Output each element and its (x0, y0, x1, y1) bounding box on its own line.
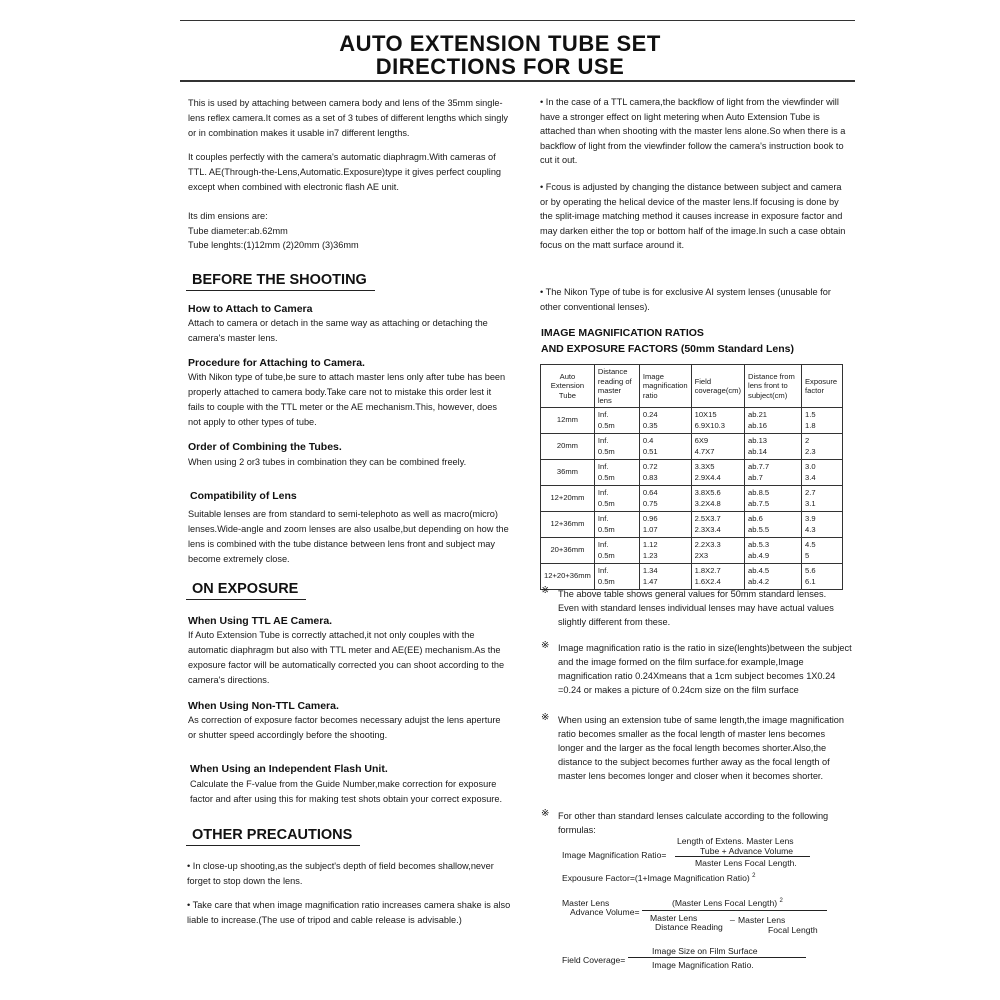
av-denominator-2a: Master Lens (738, 915, 786, 925)
field-cell: 2.5X3.7 2.3X3.4 (691, 512, 744, 538)
imr-numerator-line-2: Tube + Advance Volume (700, 846, 794, 856)
fc-fraction-bar (628, 957, 806, 958)
ratio-cell: 0.4 0.51 (639, 434, 691, 460)
col-header-distance: Distance reading of master lens (594, 365, 639, 408)
dimensions-heading: Its dim ensions are: (188, 211, 268, 221)
precaution-bullet-2: • Take care that when image magnification ratio increases camera shake is also liable to increase.(The use of tripod and cable release is advisable.) (187, 900, 511, 925)
tube-lengths: Tube lenghts:(1)12mm (2)20mm (3)36mm (188, 240, 359, 250)
front-distance-cell: ab.5.3 ab.4.9 (745, 538, 802, 564)
factor-cell: 2 2.3 (801, 434, 842, 460)
table-row (541, 512, 843, 538)
order-text: When using 2 or3 tubes in combination they can be combined freely. (188, 457, 467, 467)
tube-cell: 36mm (541, 460, 595, 486)
distance-cell: Inf. 0.5m (594, 538, 639, 564)
tube-cell: 12+36mm (541, 512, 595, 538)
distance-cell: Inf. 0.5m (594, 434, 639, 460)
av-label-line-1: Master Lens (562, 898, 610, 908)
factor-cell: 4.5 5 (801, 538, 842, 564)
av-numerator-exponent: 2 (779, 898, 783, 905)
distance-cell: Inf. 0.5m (594, 564, 639, 590)
front-distance-cell: ab.6 ab.5.5 (745, 512, 802, 538)
table-title-line-2: AND EXPOSURE FACTORS (50mm Standard Lens) (541, 343, 795, 355)
tube-diameter: Tube diameter:ab.62mm (188, 226, 288, 236)
before-shooting-heading: BEFORE THE SHOOTING (186, 272, 375, 291)
ttl-text: If Auto Extension Tube is correctly attached,it not only couples with the automatic diaphragm but also with TTL meter and AE(EE) mechanism.As the exposure factor will be automatically corrected you can shoot according to the camera's directions. (188, 630, 505, 685)
front-distance-cell: ab.4.5 ab.4.2 (745, 564, 802, 590)
other-precautions-heading: OTHER PRECAUTIONS (186, 827, 360, 846)
precaution-bullet-1: • In close-up shooting,as the subject's depth of field becomes shallow,never forget to stop down the lens. (187, 861, 494, 886)
compatibility-heading: Compatibility of Lens (190, 490, 297, 502)
attach-heading: How to Attach to Camera (188, 303, 313, 315)
magnification-table (540, 364, 843, 590)
note-mark-icon: ※ (541, 712, 550, 723)
ratio-cell: 0.96 1.07 (639, 512, 691, 538)
imr-numerator-line-1: Length of Extens. Master Lens (677, 836, 794, 846)
nikon-type-bullet: • The Nikon Type of tube is for exclusive AI system lenses (unusable for other conventional lenses). (540, 287, 831, 312)
tube-cell: 20+36mm (541, 538, 595, 564)
table-row (541, 538, 843, 564)
factor-cell: 1.5 1.8 (801, 408, 842, 434)
col-header-ratio: Image magnification ratio (639, 365, 691, 408)
note-mark-icon: ※ (541, 640, 550, 651)
ratio-cell: 1.34 1.47 (639, 564, 691, 590)
exposure-factor-text: Expousure Factor=(1+Image Magnification Ratio) (562, 873, 750, 883)
fc-numerator: Image Size on Film Surface (652, 946, 758, 956)
factor-cell: 2.7 3.1 (801, 486, 842, 512)
av-label-line-2: Advance Volume= (570, 907, 640, 917)
table-title-line-1: IMAGE MAGNIFICATION RATIOS (541, 327, 704, 339)
front-distance-cell: ab.13 ab.14 (745, 434, 802, 460)
note-formulas-intro: For other than standard lenses calculate according to the following formulas: (558, 811, 829, 835)
intro-paragraph-2: It couples perfectly with the camera's automatic diaphragm.With cameras of TTL. AE(Through-the-Lens,Automatic.Exposure)type it gives perfect coupling except when combined with electronic flash AE unit. (188, 152, 502, 192)
imr-formula-label: Image Magnification Ratio= (562, 850, 667, 860)
field-cell: 3.8X5.6 3.2X4.8 (691, 486, 744, 512)
av-minus-sign: _ (730, 911, 735, 921)
compatibility-text: Suitable lenses are from standard to semi-telephoto as well as macro(micro) lenses.Wide-angle and zoom lenses are also usalbe,but depending on how the lens is combined with the tube distance between lens front and subject may become extremely close. (188, 509, 509, 564)
procedure-heading: Procedure for Attaching to Camera. (188, 357, 365, 369)
imr-fraction-bar (675, 856, 810, 857)
intro-paragraph-1: This is used by attaching between camera body and lens of the 35mm single-lens reflex camera.It comes as a set of 3 tubes of different lengths which singly or in combination makes it usable in7 different lengths. (188, 98, 509, 138)
tube-cell: 12+20mm (541, 486, 595, 512)
order-heading: Order of Combining the Tubes. (188, 441, 342, 453)
distance-cell: Inf. 0.5m (594, 460, 639, 486)
av-denominator-1a: Master Lens (650, 913, 698, 923)
distance-cell: Inf. 0.5m (594, 408, 639, 434)
col-header-front-distance: Distance from lens front to subject(cm) (745, 365, 802, 408)
title-bottom-rule (180, 80, 855, 82)
non-ttl-text: As correction of exposure factor becomes necessary adujst the lens aperture or shutter speed accordingly before the shooting. (188, 715, 501, 740)
note-mark-icon: ※ (541, 808, 550, 819)
tube-cell: 12mm (541, 408, 595, 434)
tube-cell: 12+20+36mm (541, 564, 595, 590)
fc-denominator: Image Magnification Ratio. (652, 960, 754, 970)
av-denominator-2b: Focal Length (768, 925, 818, 935)
note-table-general: The above table shows general values for 50mm standard lenses. Even with standard lenses individual lenses may have actual values slightly different from these. (558, 589, 834, 627)
tube-cell: 20mm (541, 434, 595, 460)
note-focal-length-effect: When using an extension tube of same length,the image magnification ratio becomes smaller as the focal length of master lens becomes longer and the larger as the focal length becomes shorter.Also,the distance to the subject becomes further away as the focal length of master lens becomes longer and closer when it becomes shorter. (558, 715, 845, 781)
note-mark-icon: ※ (541, 585, 550, 596)
col-header-tube: Auto Extension Tube (541, 365, 595, 408)
av-numerator (672, 898, 783, 908)
col-header-field: Field coverage(cm) (691, 365, 744, 408)
title-top-rule (180, 20, 855, 21)
field-cell: 1.8X2.7 1.6X2.4 (691, 564, 744, 590)
field-cell: 6X9 4.7X7 (691, 434, 744, 460)
table-row (541, 564, 843, 590)
ratio-cell: 0.64 0.75 (639, 486, 691, 512)
attach-text: Attach to camera or detach in the same way as attaching or detaching the camera's master lens. (188, 318, 488, 343)
front-distance-cell: ab.7.7 ab.7 (745, 460, 802, 486)
distance-cell: Inf. 0.5m (594, 486, 639, 512)
note-magnification-definition: Image magnification ratio is the ratio in size(lenghts)between the subject and the image formed on the film surface.for example,Image magnification ratio 0.24Xmeans that a 1cm subject becomes 1X0.24 =0.24 or makes a picture of 0.24cm size on the film surface (558, 643, 852, 695)
av-numerator-text: (Master Lens Focal Length) (672, 898, 778, 908)
non-ttl-heading: When Using Non-TTL Camera. (188, 700, 339, 712)
on-exposure-heading: ON EXPOSURE (186, 581, 306, 600)
exposure-factor-exponent: 2 (752, 873, 756, 880)
ttl-heading: When Using TTL AE Camera. (188, 615, 333, 627)
front-distance-cell: ab.8.5 ab.7.5 (745, 486, 802, 512)
table-row (541, 408, 843, 434)
field-cell: 10X15 6.9X10.3 (691, 408, 744, 434)
table-header-row (541, 365, 843, 408)
av-denominator-1b: Distance Reading (655, 922, 723, 932)
distance-cell: Inf. 0.5m (594, 512, 639, 538)
focus-bullet: • Fcous is adjusted by changing the distance between subject and camera or by operating the helical device of the master lens.If focusing is done by the split-image matching method it causes increase in exposure factor and may darken either the top or bottom half of the image.In such a case obtain focus on the matt surface around it. (540, 182, 846, 250)
imr-denominator: Master Lens Focal Length. (695, 858, 797, 868)
ttl-backflow-bullet: • In the case of a TTL camera,the backflow of light from the viewfinder will have a stronger effect on light metering when Auto Extension Tube is attached than when shooting with the master lens alone.So when there is a backflow of light from the viewfinder follow the camera's instruction book to cut it out. (540, 97, 846, 165)
field-cell: 2.2X3.3 2X3 (691, 538, 744, 564)
ratio-cell: 1.12 1.23 (639, 538, 691, 564)
document-subtitle: DIRECTIONS FOR USE (375, 54, 625, 79)
fc-formula-label: Field Coverage= (562, 955, 626, 965)
flash-text: Calculate the F-value from the Guide Number,make correction for exposure factor and after using this for making test shots obtain your correct exposure. (190, 779, 503, 804)
table-row (541, 460, 843, 486)
col-header-factor: Exposure factor (801, 365, 842, 408)
factor-cell: 5.6 6.1 (801, 564, 842, 590)
procedure-text: With Nikon type of tube,be sure to attach master lens only after tube has been properly attached to camera body.Take care not to mistake this order lest it fails to couple with the TTL meter or the AE mechanism.This, however, does not apply to other types of tube. (188, 372, 506, 427)
ratio-cell: 0.24 0.35 (639, 408, 691, 434)
front-distance-cell: ab.21 ab.16 (745, 408, 802, 434)
ratio-cell: 0.72 0.83 (639, 460, 691, 486)
table-row (541, 486, 843, 512)
field-cell: 3.3X5 2.9X4.4 (691, 460, 744, 486)
factor-cell: 3.0 3.4 (801, 460, 842, 486)
table-row (541, 434, 843, 460)
exposure-factor-formula (562, 873, 755, 883)
document-title: AUTO EXTENSION TUBE SET (339, 31, 661, 56)
flash-heading: When Using an Independent Flash Unit. (190, 763, 388, 775)
factor-cell: 3.9 4.3 (801, 512, 842, 538)
